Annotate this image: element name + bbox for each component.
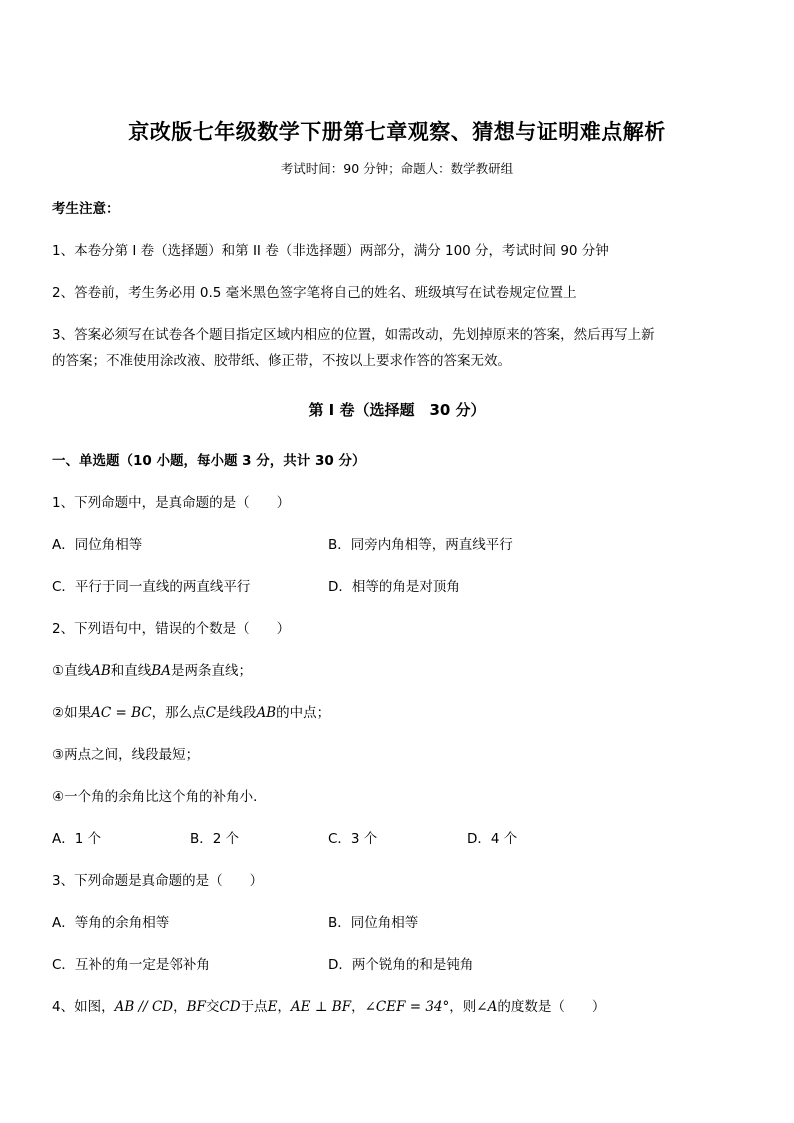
- q2-statement-4: ④一个角的余角比这个角的补角小．: [52, 789, 267, 805]
- q2-option-d: D．4 个: [467, 831, 518, 847]
- q2-statement-3: ③两点之间，线段最短；: [52, 747, 200, 763]
- math-expr: BF: [186, 999, 206, 1015]
- q1-stem: 1、下列命题中，是真命题的是（ ）: [52, 495, 291, 511]
- math-expr: AC = BC: [91, 705, 152, 721]
- section-title: 第 I 卷（选择题 30 分）: [308, 401, 486, 419]
- q3-stem: 3、下列命题是真命题的是（ ）: [52, 873, 264, 889]
- notice-item-2: 2、答卷前，考生务必用 0.5 毫米黑色签字笔将自己的姓名、班级填写在试卷规定位置上: [52, 285, 577, 301]
- q2-option-c: C．3 个: [328, 831, 378, 847]
- q3-option-d: D．两个锐角的和是钝角: [328, 957, 474, 973]
- q2-statement-2: ②如果AC = BC，那么点C是线段AB的中点；: [52, 705, 331, 721]
- math-expr: AB: [91, 663, 111, 679]
- q1-option-d: D．相等的角是对顶角: [328, 579, 460, 595]
- math-expr: CD: [219, 999, 241, 1015]
- notice-item-3-cont: 的答案；不准使用涂改液、胶带纸、修正带，不按以上要求作答的答案无效。: [52, 353, 511, 369]
- math-expr: ∠CEF = 34°: [364, 999, 450, 1015]
- q3-option-a: A．等角的余角相等: [52, 915, 170, 931]
- math-expr: AB: [256, 705, 277, 721]
- math-expr: E: [267, 999, 278, 1015]
- q2-option-b: B．2 个: [190, 831, 240, 847]
- q3-option-b: B．同位角相等: [328, 915, 419, 931]
- page-title: 京改版七年级数学下册第七章观察、猜想与证明难点解析: [128, 119, 666, 144]
- notice-item-3: 3、答案必须写在试卷各个题目指定区域内相应的位置，如需改动，先划掉原来的答案，然后再写上新: [52, 327, 655, 343]
- q4-stem: 4、如图，AB // CD，BF交CD于点E，AE ⊥ BF，∠CEF = 34°，则∠A的度数是（ ）: [52, 999, 606, 1015]
- q1-option-a: A．同位角相等: [52, 537, 143, 553]
- q1-option-c: C．平行于同一直线的两直线平行: [52, 579, 251, 595]
- notice-item-1: 1、本卷分第 I 卷（选择题）和第 II 卷（非选择题）两部分，满分 100 分，考试时间 90 分钟: [52, 243, 609, 259]
- page-subtitle: 考试时间：90 分钟；命题人：数学教研组: [280, 161, 514, 176]
- math-expr: AB // CD: [114, 999, 174, 1015]
- math-expr: ∠A: [476, 999, 498, 1015]
- math-expr: AE ⊥ BF: [290, 999, 352, 1015]
- notice-heading: 考生注意：: [52, 201, 120, 217]
- q2-statement-1: ①直线AB和直线BA是两条直线；: [52, 663, 252, 679]
- part-title: 一、单选题（10 小题，每小题 3 分，共计 30 分）: [52, 453, 366, 469]
- q2-stem: 2、下列语句中，错误的个数是（ ）: [52, 621, 291, 637]
- q3-option-c: C．互补的角一定是邻补角: [52, 957, 210, 973]
- math-expr: C: [205, 705, 216, 721]
- q1-option-b: B．同旁内角相等，两直线平行: [328, 537, 513, 553]
- q2-option-a: A．1 个: [52, 831, 102, 847]
- math-expr: BA: [151, 663, 171, 679]
